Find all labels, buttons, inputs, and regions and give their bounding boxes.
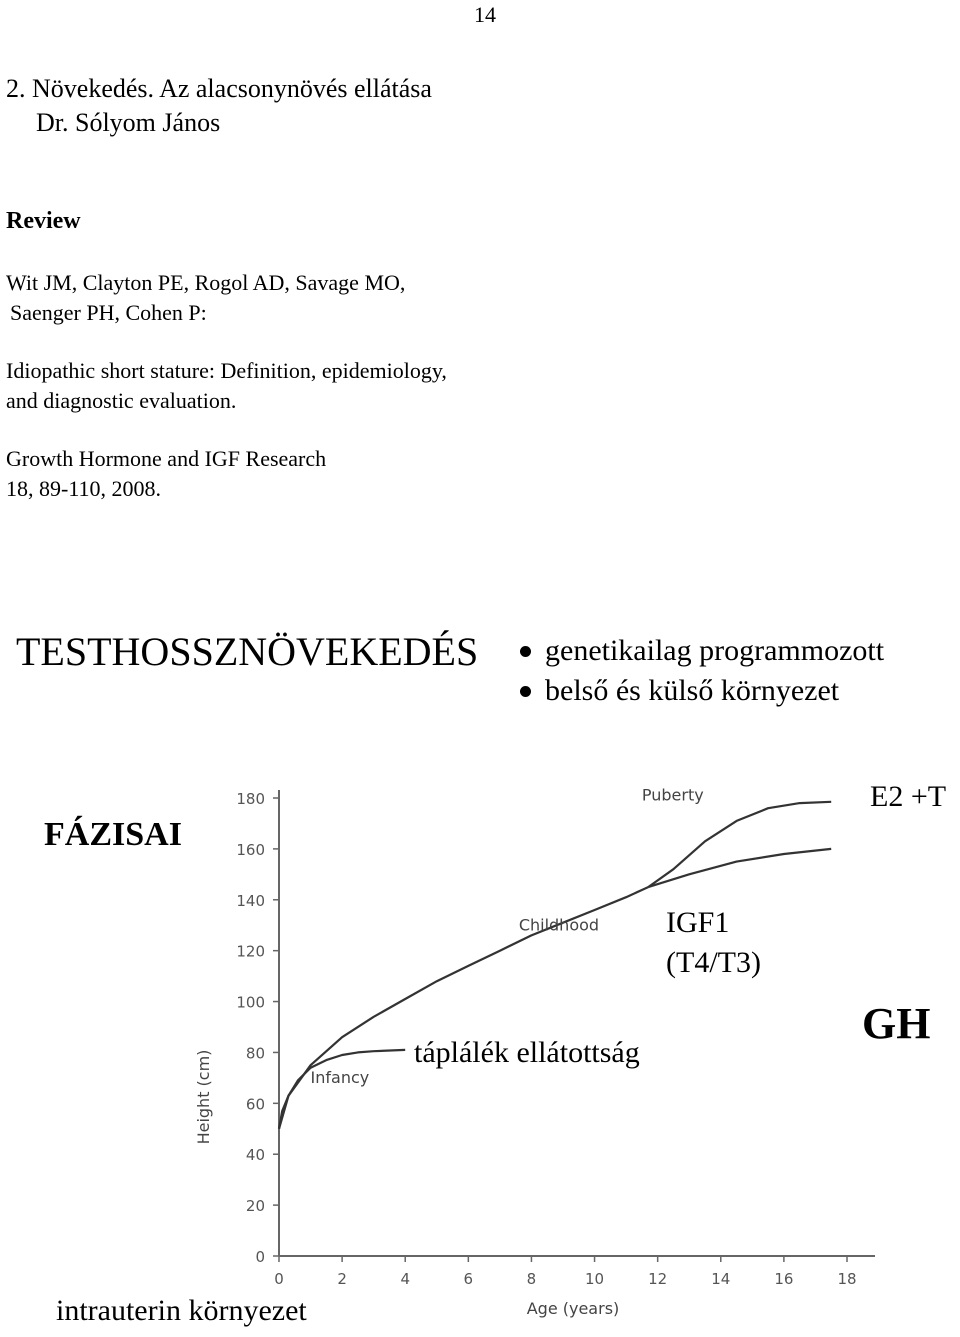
x-tick-label: 2 — [337, 1270, 347, 1288]
review-article-line2: and diagnostic evaluation. — [6, 388, 237, 413]
growth-curve-3 — [648, 802, 831, 887]
y-tick-label: 40 — [245, 1146, 265, 1165]
y-tick-label: 20 — [245, 1197, 265, 1216]
x-tick-label: 4 — [400, 1270, 410, 1288]
series-label-infancy: Infancy — [310, 1067, 370, 1087]
x-axis-label: Age (years) — [526, 1299, 620, 1318]
series-label-puberty: Puberty — [641, 785, 704, 805]
y-tick-label: 0 — [255, 1248, 265, 1266]
y-tick-label: 160 — [236, 840, 265, 859]
review-journal-line1: Growth Hormone and IGF Research — [6, 446, 327, 471]
growth-chart-svg — [178, 718, 902, 1332]
thyroid-label: (T4/T3) — [666, 946, 761, 979]
gh-label: GH — [862, 999, 931, 1048]
y-axis-label: Height (cm) — [194, 1049, 213, 1145]
bullet-dot-icon — [520, 686, 531, 697]
y-tick-label: 140 — [236, 891, 265, 910]
review-journal-line2: 18, 89-110, 2008. — [6, 476, 162, 501]
y-tick-label: 100 — [236, 993, 265, 1012]
chapter-title: 2. Növekedés. Az alacsonynövés ellátása — [6, 74, 432, 103]
review-heading: Review — [6, 208, 81, 234]
igf1-label: IGF1 — [666, 906, 730, 939]
section-heading: TESTHOSSZNÖVEKEDÉS — [16, 629, 479, 674]
x-tick-label: 12 — [648, 1270, 668, 1288]
x-tick-label: 14 — [711, 1270, 731, 1288]
sex-hormones-label: E2 +T — [870, 780, 947, 813]
bullet-environment — [520, 674, 839, 708]
series-label-childhood: Childhood — [518, 915, 600, 935]
growth-chart — [178, 718, 902, 1332]
x-tick-label: 6 — [463, 1270, 474, 1288]
review-authors-line2: Saenger PH, Cohen P: — [10, 300, 207, 325]
bullet-dot-icon — [520, 646, 531, 657]
y-tick-label: 80 — [245, 1044, 265, 1063]
page-number: 14 — [474, 2, 496, 27]
chapter-author: Dr. Sólyom János — [36, 108, 221, 137]
x-tick-label: 18 — [837, 1270, 857, 1288]
review-article-line1: Idiopathic short stature: Definition, epidemiology, — [6, 358, 447, 383]
growth-curve-1 — [279, 1050, 405, 1129]
intrauterine-label: intrauterin környezet — [56, 1294, 307, 1327]
y-tick-label: 120 — [236, 942, 265, 961]
bullet-genetic — [520, 634, 884, 668]
y-tick-label: 60 — [245, 1095, 265, 1114]
nutrition-label: táplálék ellátottság — [414, 1036, 640, 1069]
x-tick-label: 10 — [585, 1270, 605, 1288]
bullet-environment-text: belső és külső környezet — [545, 674, 840, 707]
x-tick-label: 8 — [526, 1270, 537, 1288]
review-authors-line1: Wit JM, Clayton PE, Rogol AD, Savage MO, — [6, 270, 406, 295]
x-tick-label: 0 — [274, 1270, 284, 1288]
phases-label: FÁZISAI — [44, 816, 182, 853]
y-tick-label: 180 — [236, 790, 265, 808]
x-tick-label: 16 — [774, 1270, 794, 1288]
bullet-genetic-text: genetikailag programmozott — [545, 634, 885, 667]
